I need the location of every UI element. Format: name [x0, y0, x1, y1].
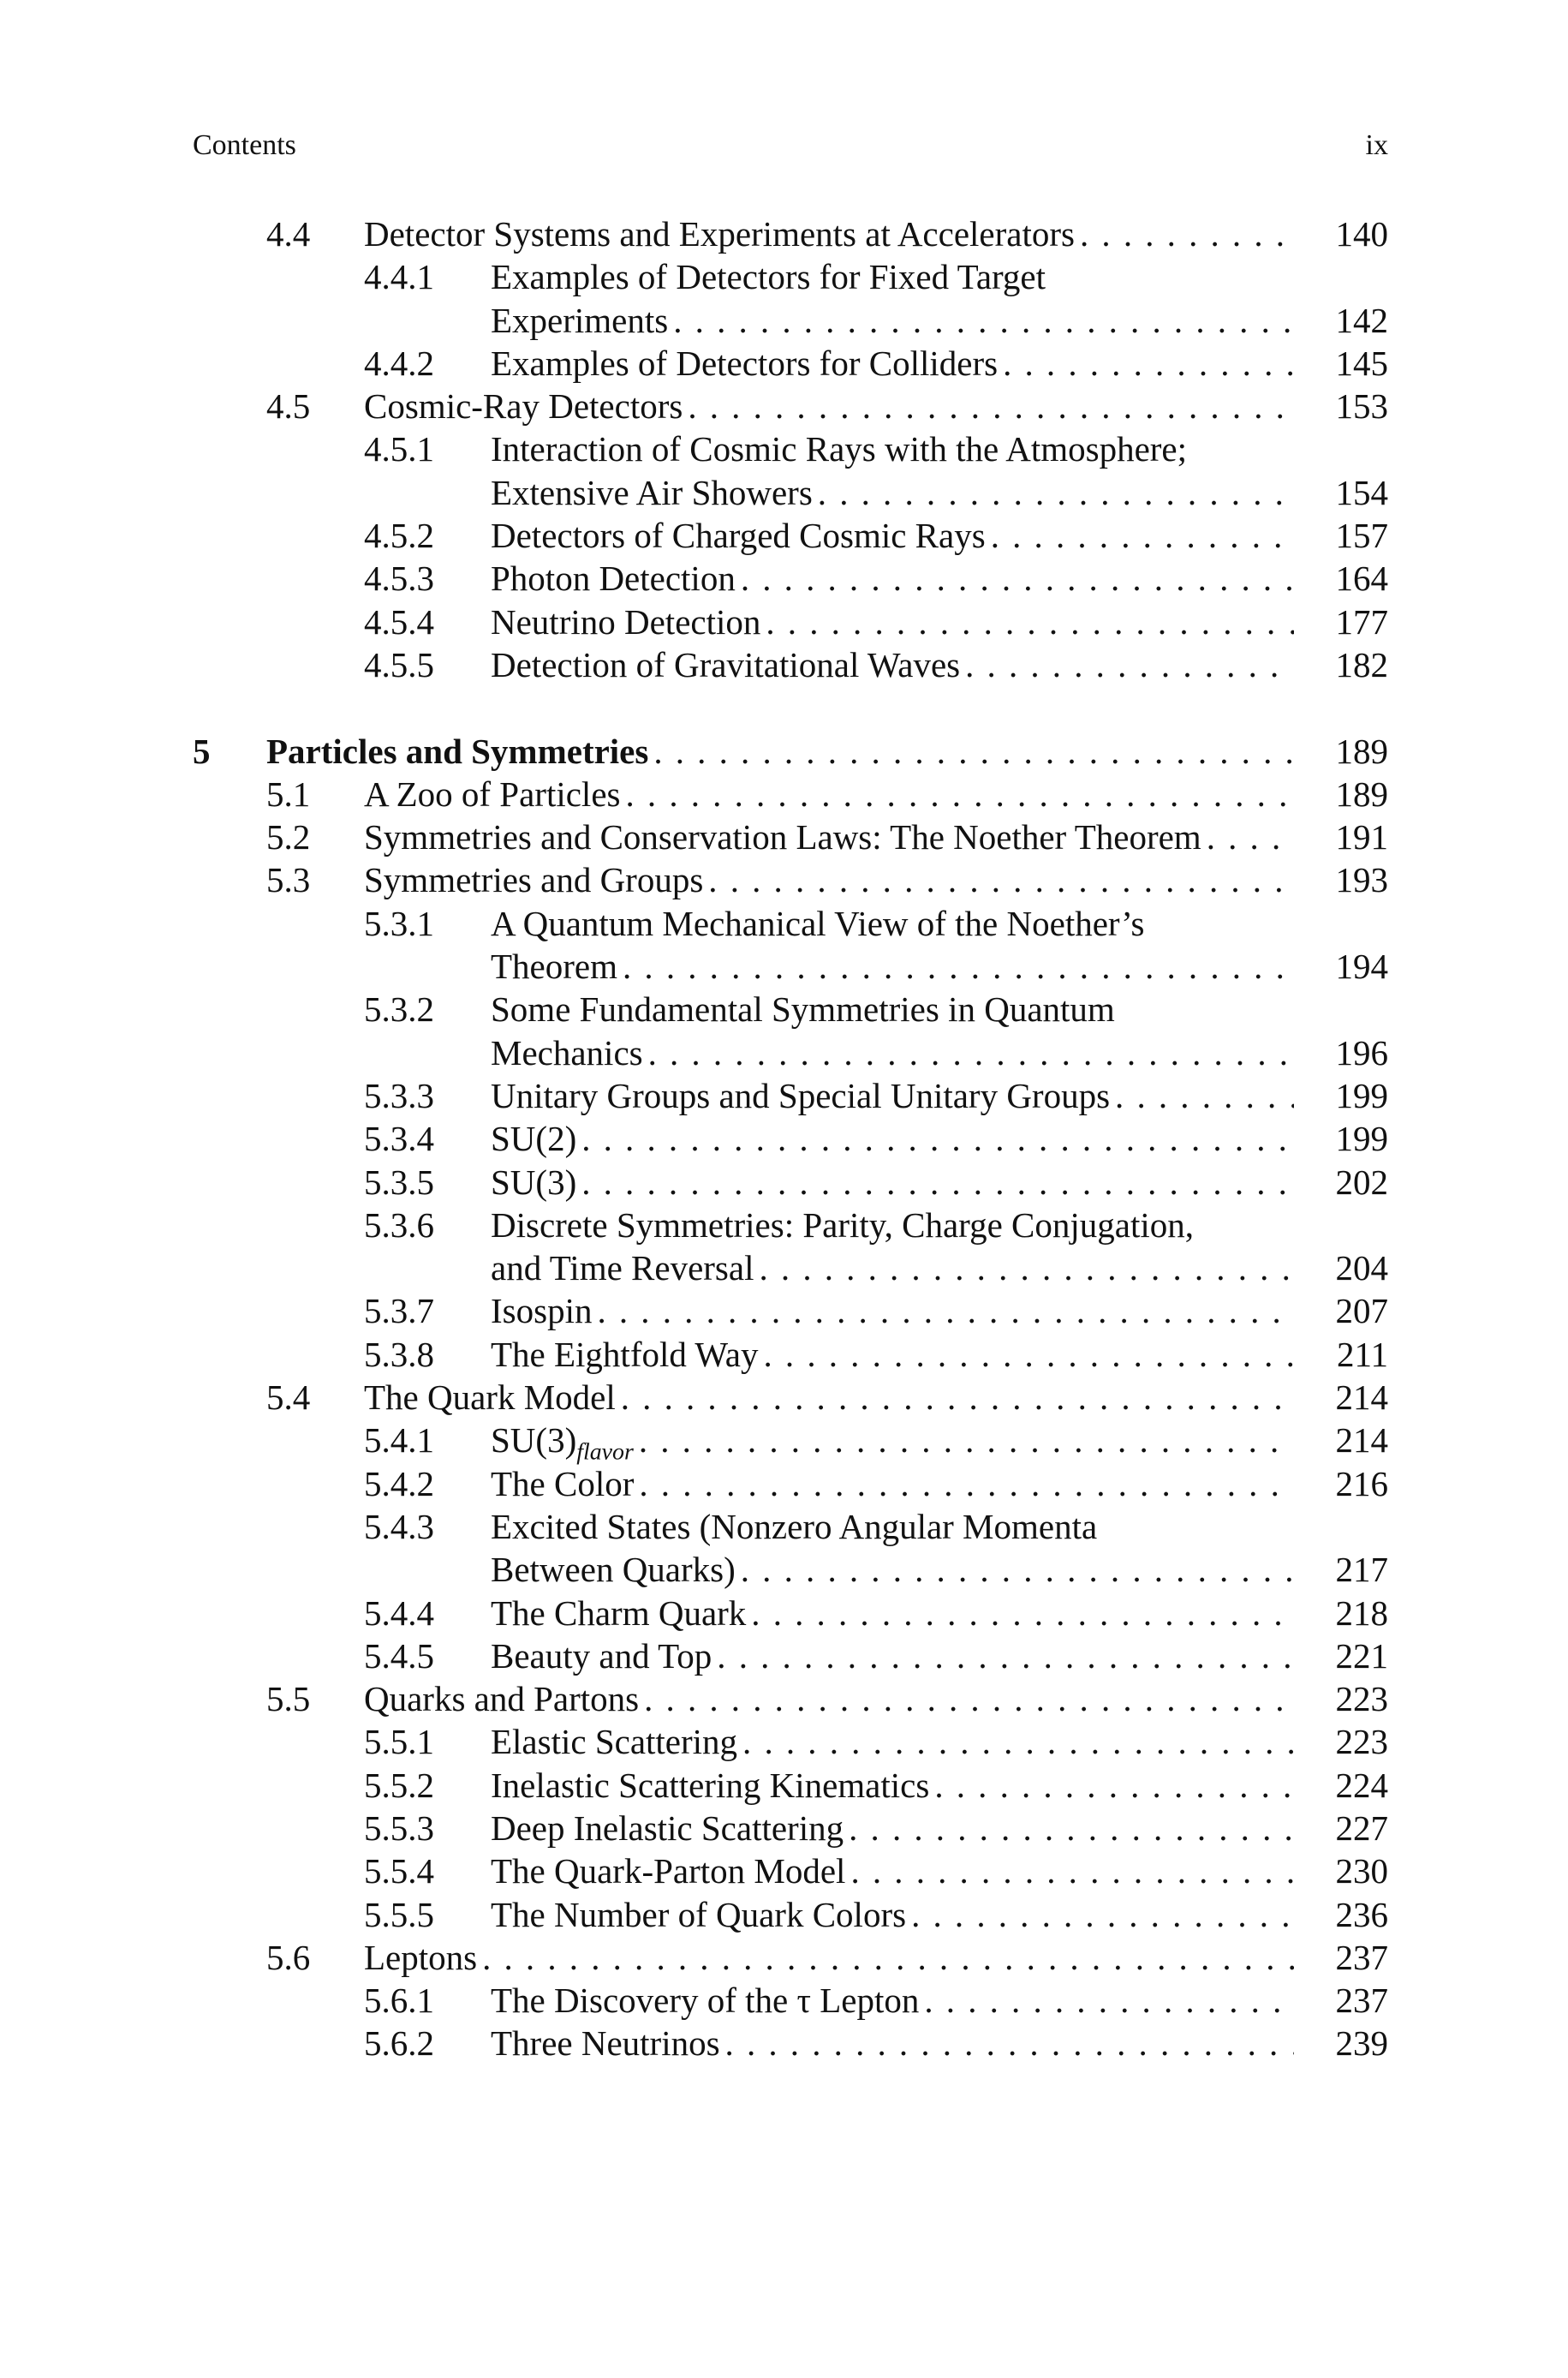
toc-subsection-entry: [193, 427, 1388, 470]
toc-entry-page: 153: [1335, 386, 1388, 427]
toc-entry-title: [364, 385, 683, 427]
toc-entry-title: [491, 255, 1046, 298]
toc-entry-title-text: The Color: [491, 1463, 635, 1503]
toc-entry-title: [491, 427, 1187, 470]
toc-entry-page: 218: [1335, 1592, 1388, 1633]
toc-section-entry: [193, 1677, 1388, 1720]
toc-entry-title: [364, 1936, 477, 1979]
toc-entry-number: 4.4.2: [364, 343, 434, 383]
toc-subsection-entry: [193, 1548, 1388, 1591]
toc-entry-title: [266, 730, 648, 773]
dot-leader: [1080, 212, 1294, 255]
toc-entry-page: 223: [1335, 1679, 1388, 1719]
toc-entry-number: 5.4.4: [364, 1592, 434, 1633]
toc-entry-page: 164: [1335, 559, 1388, 599]
toc-entry-page: 154: [1335, 472, 1388, 512]
toc-entry-title-text: The Quark-Parton Model: [491, 1851, 846, 1891]
toc-entry-title-text: Extensive Air Showers: [491, 472, 813, 512]
toc-entry-title-text: SU(3): [491, 1420, 577, 1461]
toc-entry-number: 5.3.8: [364, 1334, 434, 1374]
toc-entry-number: 5.4.1: [364, 1420, 434, 1461]
table-of-contents: [193, 212, 1388, 2065]
toc-entry-title: [491, 1548, 736, 1591]
page-number: ix: [1365, 129, 1388, 161]
toc-entry-title-text: Symmetries and Conservation Laws: The Noether Theorem: [364, 817, 1201, 857]
toc-entry-title: [491, 1419, 634, 1466]
toc-entry-title: [491, 1592, 746, 1634]
toc-entry-page: 202: [1335, 1162, 1388, 1202]
toc-subsection-entry: [193, 255, 1388, 298]
toc-section-entry: [193, 385, 1388, 427]
toc-entry-page: 223: [1335, 1722, 1388, 1762]
toc-entry-title-text: Interaction of Cosmic Rays with the Atmosphere;: [491, 429, 1188, 469]
toc-entry-title-text: Detector Systems and Experiments at Accelerators: [364, 214, 1075, 254]
dot-leader: [625, 773, 1294, 816]
toc-entry-page: 207: [1335, 1291, 1388, 1331]
toc-entry-number: 5.3: [266, 860, 311, 900]
toc-subsection-entry: [193, 945, 1388, 988]
toc-entry-page: 196: [1335, 1032, 1388, 1072]
toc-entry-page: 189: [1335, 774, 1388, 814]
toc-entry-page: 199: [1335, 1119, 1388, 1159]
dot-leader: [639, 1419, 1294, 1461]
toc-entry-title-text: Particles and Symmetries: [266, 731, 649, 771]
toc-subsection-entry: [193, 471, 1388, 514]
toc-entry-title-text: Experiments: [491, 300, 669, 340]
toc-entry-title-text: Discrete Symmetries: Parity, Charge Conjugation,: [491, 1204, 1195, 1245]
dot-leader: [1207, 816, 1294, 858]
toc-entry-page: 182: [1335, 644, 1388, 684]
toc-entry-number: 5.4.5: [364, 1635, 434, 1676]
toc-entry-title-text: Photon Detection: [491, 559, 736, 599]
dot-leader: [1003, 342, 1294, 385]
toc-entry-page: 157: [1335, 516, 1388, 556]
toc-entry-number: 5.6.1: [364, 1981, 434, 2021]
toc-entry-title-text: Quarks and Partons: [364, 1679, 640, 1719]
toc-entry-number: 4.4.1: [364, 257, 434, 297]
toc-entry-title: [491, 299, 668, 342]
toc-entry-title: [491, 1849, 845, 1892]
toc-entry-page: 211: [1337, 1334, 1388, 1374]
dot-leader: [482, 1936, 1294, 1979]
toc-subsection-entry: [193, 988, 1388, 1031]
running-head-title: Contents: [193, 129, 296, 161]
toc-entry-page: 227: [1335, 1807, 1388, 1848]
toc-entry-number: 4.5: [266, 386, 311, 427]
toc-entry-number: 4.5.5: [364, 644, 434, 684]
toc-entry-title-text: Three Neutrinos: [491, 2023, 720, 2064]
dot-leader: [648, 1031, 1294, 1074]
toc-section-entry: [193, 816, 1388, 858]
toc-subsection-entry: [193, 1246, 1388, 1289]
toc-entry-number: 5.3.4: [364, 1119, 434, 1159]
toc-entry-page: 177: [1335, 601, 1388, 642]
toc-subsection-entry: [193, 1979, 1388, 2022]
dot-leader: [742, 1720, 1294, 1763]
dot-leader: [639, 1462, 1294, 1505]
toc-entry-number: 5.3.5: [364, 1162, 434, 1202]
toc-subsection-entry: [193, 600, 1388, 643]
toc-subsection-entry: [193, 1764, 1388, 1807]
toc-entry-title: [491, 1204, 1194, 1246]
dot-leader: [597, 1289, 1294, 1332]
toc-entry-title-text: Leptons: [364, 1937, 478, 1977]
toc-entry-number: 5.5.3: [364, 1807, 434, 1848]
dot-leader: [581, 1161, 1294, 1204]
toc-entry-title: [491, 600, 760, 643]
toc-entry-title-text: Isospin: [491, 1291, 593, 1331]
toc-subsection-entry: [193, 1849, 1388, 1892]
toc-subsection-entry: [193, 1720, 1388, 1763]
toc-entry-title: [491, 1720, 737, 1763]
toc-entry-number: 4.5.4: [364, 601, 434, 642]
dot-leader: [708, 858, 1294, 901]
toc-entry-page: 237: [1335, 1981, 1388, 2021]
toc-entry-number: 5.4.3: [364, 1506, 434, 1546]
dot-leader: [725, 2022, 1294, 2064]
toc-entry-number: 4.5.1: [364, 429, 434, 469]
toc-entry-number: 5.3.3: [364, 1075, 434, 1115]
toc-entry-number: 5.2: [266, 817, 311, 857]
toc-entry-number: 5.5: [266, 1679, 311, 1719]
toc-entry-title-text: SU(3): [491, 1162, 577, 1202]
toc-entry-number: 5.5.1: [364, 1722, 434, 1762]
toc-entry-page: 214: [1335, 1377, 1388, 1418]
toc-entry-title-text: The Number of Quark Colors: [491, 1894, 907, 1934]
toc-entry-title: [364, 212, 1075, 255]
dot-leader: [644, 1677, 1294, 1720]
dot-leader: [717, 1634, 1294, 1677]
toc-subsection-entry: [193, 514, 1388, 557]
dot-leader: [965, 643, 1294, 686]
toc-entry-number: 5.3.1: [364, 903, 434, 943]
toc-entry-number: 5.4: [266, 1377, 311, 1418]
toc-entry-title-text: Detection of Gravitational Waves: [491, 644, 961, 684]
dot-leader: [741, 557, 1294, 600]
toc-entry-page: 230: [1335, 1851, 1388, 1891]
toc-entry-title-text: Examples of Detectors for Fixed Target: [491, 257, 1046, 297]
toc-entry-title-text: Excited States (Nonzero Angular Momenta: [491, 1506, 1098, 1546]
toc-subsection-entry: [193, 1419, 1388, 1466]
toc-entry-title-text: Some Fundamental Symmetries in Quantum: [491, 989, 1115, 1030]
toc-entry-title-text: Beauty and Top: [491, 1635, 712, 1676]
toc-entry-title-text: and Time Reversal: [491, 1248, 754, 1288]
toc-entry-title: [491, 1117, 576, 1160]
toc-entry-title: [491, 514, 986, 557]
toc-section-entry: [193, 773, 1388, 816]
dot-leader: [581, 1117, 1294, 1160]
dot-leader: [653, 730, 1294, 773]
toc-entry-title: [491, 471, 813, 514]
toc-entry-number: 5.1: [266, 774, 311, 814]
toc-entry-title: [491, 988, 1115, 1031]
toc-entry-number: 4.5.2: [364, 516, 434, 556]
dot-leader: [924, 1979, 1294, 2022]
dot-leader: [621, 1376, 1294, 1419]
toc-entry-page: 194: [1335, 947, 1388, 987]
toc-entry-title: [491, 1333, 759, 1376]
dot-leader: [766, 600, 1294, 643]
toc-entry-number: 5.4.2: [364, 1463, 434, 1503]
toc-entry-title-text: The Charm Quark: [491, 1592, 747, 1633]
dot-leader: [751, 1592, 1294, 1634]
toc-entry-title: [491, 1161, 576, 1204]
toc-entry-number: 5.3.2: [364, 989, 434, 1030]
toc-subsection-entry: [193, 1161, 1388, 1204]
toc-entry-title: [364, 816, 1201, 858]
toc-entry-title: [491, 1289, 592, 1332]
toc-entry-number: 5.6: [266, 1937, 311, 1977]
dot-leader: [741, 1548, 1294, 1591]
toc-subsection-entry: [193, 1333, 1388, 1376]
running-head: [193, 127, 1388, 164]
toc-entry-title-text: SU(2): [491, 1119, 577, 1159]
toc-entry-page: 216: [1335, 1463, 1388, 1503]
dot-leader: [991, 514, 1294, 557]
toc-section-entry: [193, 858, 1388, 901]
toc-subsection-entry: [193, 1505, 1388, 1548]
dot-leader: [623, 945, 1294, 988]
toc-subsection-entry: [193, 1893, 1388, 1936]
toc-entry-title: [491, 2022, 720, 2064]
toc-entry-title: [491, 1505, 1097, 1548]
toc-subsection-entry: [193, 643, 1388, 686]
toc-entry-title: [491, 1634, 712, 1677]
toc-entry-number: 4.4: [266, 214, 311, 254]
toc-entry-number: 5.5.4: [364, 1851, 434, 1891]
toc-subsection-entry: [193, 1117, 1388, 1160]
toc-subsection-entry: [193, 1634, 1388, 1677]
toc-entry-title: [491, 557, 736, 600]
toc-subsection-entry: [193, 1289, 1388, 1332]
section-gap: [193, 686, 1388, 729]
toc-entry-page: 140: [1335, 214, 1388, 254]
toc-entry-title: [491, 945, 617, 988]
dot-leader: [673, 299, 1294, 342]
dot-leader: [849, 1807, 1294, 1849]
toc-entry-title-text: Neutrino Detection: [491, 601, 761, 642]
toc-entry-title-text: Detectors of Charged Cosmic Rays: [491, 516, 986, 556]
toc-entry-number: 5.3.6: [364, 1204, 434, 1245]
toc-entry-title: [491, 1462, 634, 1505]
toc-entry-title-text: The Quark Model: [364, 1377, 616, 1418]
toc-entry-page: 189: [1335, 731, 1388, 771]
toc-entry-title: [491, 1031, 643, 1074]
toc-entry-title-text: A Zoo of Particles: [364, 774, 621, 814]
toc-entry-title: [491, 643, 960, 686]
toc-subsection-entry: [193, 557, 1388, 600]
toc-section-entry: [193, 1376, 1388, 1419]
toc-entry-page: 237: [1335, 1937, 1388, 1977]
toc-entry-title: [491, 902, 1144, 945]
toc-entry-title: [364, 1376, 616, 1419]
toc-entry-title-text: Unitary Groups and Special Unitary Groups: [491, 1075, 1111, 1115]
toc-section-entry: [193, 212, 1388, 255]
toc-entry-page: 221: [1335, 1635, 1388, 1676]
toc-entry-title-text: Theorem: [491, 947, 617, 987]
toc-subsection-entry: [193, 1462, 1388, 1505]
toc-entry-title-text: Mechanics: [491, 1032, 643, 1072]
toc-entry-page: 214: [1335, 1420, 1388, 1461]
toc-entry-title-text: The Eightfold Way: [491, 1334, 759, 1374]
toc-entry-number: 5.5.5: [364, 1894, 434, 1934]
dot-leader: [850, 1849, 1294, 1892]
toc-entry-title-text: Cosmic-Ray Detectors: [364, 386, 683, 427]
dot-leader: [764, 1333, 1295, 1376]
toc-entry-number: 5.3.7: [364, 1291, 434, 1331]
dot-leader: [1115, 1074, 1294, 1117]
toc-entry-title: [364, 1677, 639, 1720]
toc-entry-title-text: Elastic Scattering: [491, 1722, 738, 1762]
dot-leader: [759, 1246, 1294, 1289]
toc-entry-page: 224: [1335, 1765, 1388, 1805]
toc-subsection-entry: [193, 299, 1388, 342]
toc-entry-number: 4.5.3: [364, 559, 434, 599]
toc-subsection-entry: [193, 1074, 1388, 1117]
toc-subsection-entry: [193, 342, 1388, 385]
toc-entry-title-text: The Discovery of the τ Lepton: [491, 1981, 920, 2021]
toc-entry-number: 5: [193, 731, 211, 771]
toc-entry-page: 199: [1335, 1075, 1388, 1115]
toc-entry-title-text: Examples of Detectors for Colliders: [491, 343, 999, 383]
toc-subsection-entry: [193, 2022, 1388, 2064]
toc-entry-title: [491, 1074, 1110, 1117]
toc-entry-number: 5.6.2: [364, 2023, 434, 2064]
toc-entry-title: [491, 1979, 919, 2022]
toc-subsection-entry: [193, 1807, 1388, 1849]
dot-leader: [911, 1893, 1294, 1936]
toc-entry-page: 236: [1335, 1894, 1388, 1934]
toc-entry-title: [491, 1764, 929, 1807]
toc-entry-title-text: A Quantum Mechanical View of the Noether’s: [491, 903, 1145, 943]
dot-leader: [818, 471, 1294, 514]
toc-entry-number: 5.5.2: [364, 1765, 434, 1805]
toc-entry-title-text: Between Quarks): [491, 1550, 736, 1590]
toc-entry-page: 145: [1335, 343, 1388, 383]
toc-entry-page: 204: [1335, 1248, 1388, 1288]
toc-entry-title-text: Inelastic Scattering Kinematics: [491, 1765, 930, 1805]
toc-entry-title: [491, 1246, 754, 1289]
toc-entry-title: [491, 342, 998, 385]
toc-section-entry: [193, 1936, 1388, 1979]
toc-subsection-entry: [193, 902, 1388, 945]
toc-subsection-entry: [193, 1592, 1388, 1634]
toc-entry-page: 217: [1335, 1550, 1388, 1590]
toc-subsection-entry: [193, 1204, 1388, 1246]
toc-entry-page: 239: [1335, 2023, 1388, 2064]
toc-entry-subscript: flavor: [576, 1438, 634, 1466]
toc-entry-title-text: Symmetries and Groups: [364, 860, 704, 900]
toc-entry-title-text: Deep Inelastic Scattering: [491, 1807, 844, 1848]
dot-leader: [688, 385, 1294, 427]
toc-subsection-entry: [193, 1031, 1388, 1074]
toc-entry-title: [491, 1807, 844, 1849]
toc-entry-title: [364, 858, 703, 901]
toc-entry-title: [364, 773, 620, 816]
toc-entry-page: 191: [1335, 817, 1388, 857]
toc-chapter-entry: [193, 730, 1388, 773]
toc-entry-page: 142: [1335, 300, 1388, 340]
toc-entry-page: 193: [1335, 860, 1388, 900]
dot-leader: [934, 1764, 1294, 1807]
toc-entry-title: [491, 1893, 906, 1936]
